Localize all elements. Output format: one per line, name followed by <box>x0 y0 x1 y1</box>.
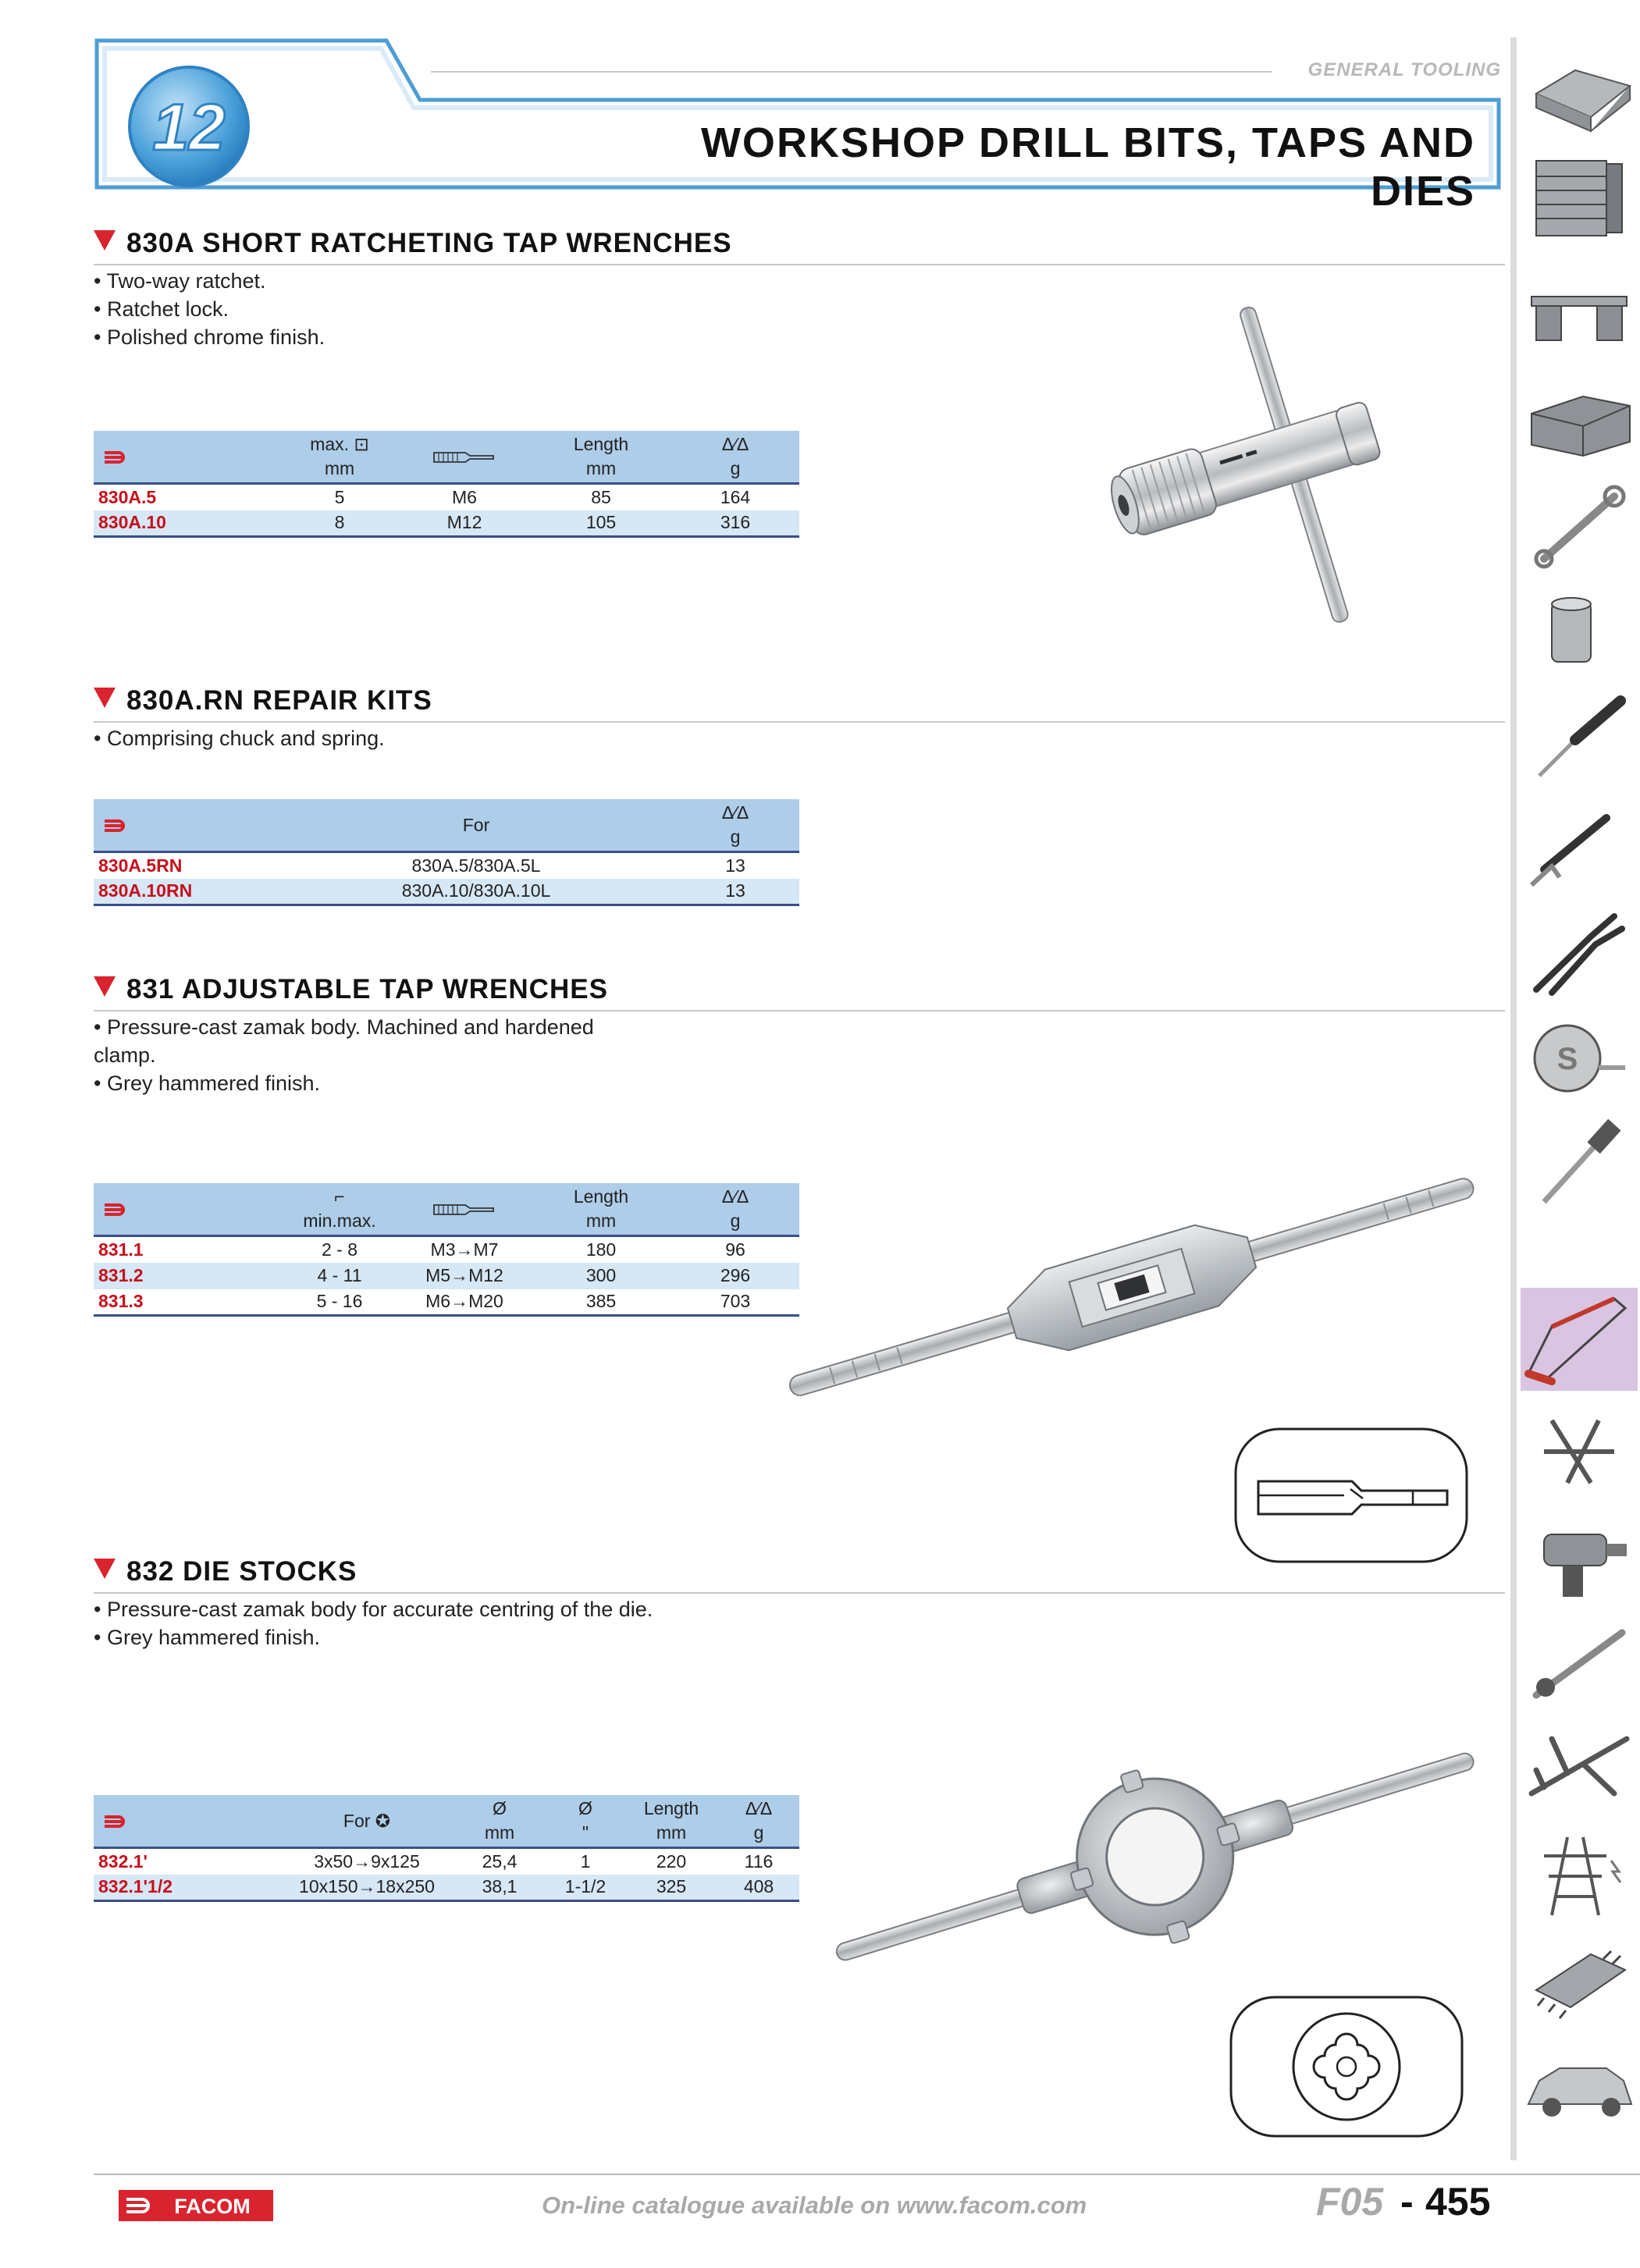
die-symbol-inset-icon <box>1229 1995 1464 2138</box>
table-row <box>94 484 799 510</box>
bullet-item: • Ratchet lock. <box>94 297 229 321</box>
tab-aircraft-icon[interactable] <box>1521 1723 1638 1815</box>
tab-tool-box-icon[interactable] <box>1521 375 1638 467</box>
table-row <box>94 1263 799 1289</box>
section-title-830a-rn <box>94 685 432 716</box>
ratchet-tap-wrench-image <box>1093 297 1421 656</box>
spec-table-830a-rn <box>94 799 799 906</box>
section-divider <box>94 264 1505 265</box>
section-divider <box>94 1592 1505 1594</box>
table-header-row <box>94 431 799 484</box>
section-divider <box>94 1010 1505 1011</box>
table-header-row <box>94 799 799 852</box>
spec-table-831 <box>94 1183 799 1317</box>
table-cell: 8 <box>281 510 398 537</box>
facom-ref-icon <box>103 1815 131 1829</box>
section-title-text: 832 DIE STOCKS <box>126 1556 358 1587</box>
footer-url-text: On-line catalogue available on www.facom.com <box>542 2192 1087 2219</box>
ref-cell: 831.3 <box>94 1289 281 1316</box>
adjustable-tap-wrench-image <box>773 1139 1491 1436</box>
table-cell: 96 <box>725 1239 745 1260</box>
footer-divider <box>94 2174 1640 2175</box>
table-header-cell: Length mm <box>531 431 671 484</box>
table-header-cell: Length mm <box>624 1795 718 1848</box>
table-cell: M5→M12 <box>398 1263 531 1289</box>
weight-scale-icon: Δ⁄Δ <box>745 1798 773 1818</box>
table-cell: 4 - 11 <box>281 1263 398 1289</box>
table-row <box>94 852 799 879</box>
section-triangle-icon <box>94 1559 116 1579</box>
table-cell: M6→M20 <box>398 1289 531 1316</box>
tab-pliers-icon[interactable] <box>1521 905 1638 997</box>
section-title-830a <box>94 228 732 259</box>
tab-tape-measure-icon[interactable] <box>1521 1011 1638 1104</box>
bullet-item: • Pressure-cast zamak body for accurate centring of the die. <box>94 1598 653 1621</box>
ref-cell: 830A.5 <box>98 486 157 507</box>
table-cell: 830A.10/830A.10L <box>281 879 671 905</box>
table-header-cell <box>398 431 531 484</box>
table-cell: 385 <box>531 1289 671 1316</box>
tab-circuit-board-icon[interactable] <box>1521 1936 1638 2028</box>
page-number: 455 <box>1425 2180 1491 2224</box>
diameter-icon: Ø <box>578 1798 592 1818</box>
section-title-text: 831 ADJUSTABLE TAP WRENCHES <box>126 974 608 1004</box>
die-stock-image <box>820 1717 1491 1998</box>
tab-hammer-icon[interactable] <box>1521 1118 1638 1210</box>
table-cell: 830A.5/830A.5L <box>411 855 541 876</box>
diameter-icon: Ø <box>493 1798 507 1818</box>
tab-hex-key-icon[interactable] <box>1521 799 1638 891</box>
table-header-cell: For <box>281 799 671 852</box>
table-cell: 116 <box>744 1850 774 1872</box>
table-cell: 5 - 16 <box>281 1289 398 1316</box>
table-row <box>94 1848 799 1875</box>
table-cell: 105 <box>531 510 671 537</box>
ref-header <box>94 799 281 852</box>
table-cell: M3→M7 <box>430 1239 499 1260</box>
section-divider <box>94 721 1505 723</box>
table-header-cell: Δ⁄Δ g <box>671 431 799 484</box>
section-number-text: 12 <box>152 91 226 164</box>
table-cell: 5 <box>334 486 345 507</box>
table-cell: 703 <box>671 1289 799 1316</box>
facom-logo-text: FACOM <box>174 2195 251 2218</box>
bullet-item: • Two-way ratchet. <box>94 269 266 293</box>
spec-table-830a <box>94 431 799 538</box>
section-title-text: 830A SHORT RATCHETING TAP WRENCHES <box>126 228 732 258</box>
tab-hacksaw-icon <box>1521 1288 1638 1391</box>
tab-roller-cabinet-icon[interactable] <box>1521 153 1638 245</box>
square-jaw-icon: ⌐ <box>334 1186 345 1207</box>
table-cell: 3x50→9x125 <box>314 1850 420 1872</box>
ref-cell: 832.1' <box>98 1850 148 1872</box>
table-cell: 1-1/2 <box>546 1875 624 1901</box>
tab-screwdriver-icon[interactable] <box>1521 693 1638 785</box>
section-triangle-icon <box>94 976 116 997</box>
tap-symbol-icon <box>1233 1427 1469 1564</box>
table-row <box>94 1289 799 1316</box>
ref-header <box>94 431 281 484</box>
table-cell: 13 <box>671 879 799 905</box>
ref-cell: 830A.5RN <box>98 855 183 876</box>
table-cell: 316 <box>671 510 799 537</box>
table-cell: 220 <box>656 1850 687 1872</box>
facom-ref-icon <box>103 1203 131 1217</box>
table-cell: 2 - 8 <box>321 1239 358 1260</box>
table-header-cell <box>398 1183 531 1236</box>
table-cell: 85 <box>591 486 611 507</box>
table-header-row <box>94 1795 799 1848</box>
table-header-cell: Δ⁄Δ g <box>671 1183 799 1236</box>
facom-ref-icon <box>103 819 131 833</box>
section-title-831 <box>94 974 608 1005</box>
section-triangle-icon <box>94 230 116 251</box>
bullet-list-832 <box>94 1595 656 1651</box>
table-cell: 38,1 <box>453 1875 546 1901</box>
table-row <box>94 879 799 905</box>
ref-header <box>94 1795 281 1848</box>
table-cell: 13 <box>725 855 745 876</box>
tab-tool-kit-icon[interactable] <box>1521 47 1638 139</box>
ref-cell: 831.1 <box>98 1239 144 1260</box>
bullet-item: • Grey hammered finish. <box>94 1626 321 1649</box>
tab-impact-wrench-icon[interactable] <box>1521 1511 1638 1603</box>
table-row <box>94 1875 799 1901</box>
section-title-text: 830A.RN REPAIR KITS <box>126 685 432 716</box>
tab-puller-icon[interactable] <box>1521 1405 1638 1497</box>
table-header-cell: Ø mm <box>453 1795 546 1848</box>
table-header-row <box>94 1183 799 1236</box>
table-header-cell: Length mm <box>531 1183 671 1236</box>
bullet-item: • Pressure-cast zamak body. Machined and hardened clamp. <box>94 1015 594 1067</box>
table-cell: 408 <box>718 1875 799 1901</box>
tab-socket-icon[interactable] <box>1521 587 1638 679</box>
die-symbol-icon: For ✪ <box>343 1810 391 1831</box>
table-header-cell: Δ⁄Δ g <box>718 1795 799 1848</box>
section-number-badge <box>125 62 253 190</box>
ref-cell: 831.2 <box>94 1263 281 1289</box>
section-triangle-icon <box>94 688 116 708</box>
spec-table-832 <box>94 1795 799 1902</box>
table-cell: 10x150→18x250 <box>281 1875 453 1901</box>
tab-torque-wrench-icon[interactable] <box>1521 1617 1638 1709</box>
weight-scale-icon: Δ⁄Δ <box>721 802 749 823</box>
tap-thread-icon <box>432 1201 496 1218</box>
table-row <box>94 510 799 537</box>
tab-workbench-icon[interactable] <box>1521 268 1638 361</box>
ref-cell: 830A.10 <box>94 510 281 537</box>
table-cell: 296 <box>671 1263 799 1289</box>
tab-wrench-icon[interactable] <box>1521 481 1638 573</box>
table-cell: 1 <box>580 1850 591 1872</box>
table-row <box>94 1236 799 1263</box>
facom-ref-icon <box>103 450 131 464</box>
ref-cell: 830A.10RN <box>94 879 281 905</box>
table-header-cell: Ø " <box>546 1795 624 1848</box>
bullet-list-830a <box>94 267 656 351</box>
table-header-cell: ⌐ min.max. <box>281 1183 398 1236</box>
bullet-list-831 <box>94 1013 656 1097</box>
section-title-832 <box>94 1556 357 1587</box>
bullet-item: • Grey hammered finish. <box>94 1072 321 1095</box>
ref-cell: 832.1'1/2 <box>94 1875 281 1901</box>
weight-scale-icon: Δ⁄Δ <box>721 1186 749 1207</box>
table-cell: 25,4 <box>482 1850 518 1872</box>
table-cell: 325 <box>624 1875 718 1901</box>
svg-text:S: S <box>1556 1042 1578 1076</box>
bullet-item: • Polished chrome finish. <box>94 325 326 349</box>
table-cell: 180 <box>585 1239 617 1260</box>
table-cell: M12 <box>398 510 531 537</box>
page-separator: - <box>1400 2180 1414 2224</box>
ref-header <box>94 1183 281 1236</box>
weight-scale-icon: Δ⁄Δ <box>721 434 749 454</box>
tap-thread-icon <box>432 449 496 466</box>
page-title: WORKSHOP DRILL BITS, TAPS AND DIES <box>700 119 1475 215</box>
tab-electrical-pylon-icon[interactable] <box>1521 1829 1638 1921</box>
table-cell: 164 <box>720 486 751 507</box>
table-header-cell: max. ⊡ mm <box>281 431 398 484</box>
tab-car-icon[interactable] <box>1521 2042 1638 2134</box>
table-header-cell <box>281 1795 453 1848</box>
bullet-list-830a-rn <box>94 724 656 752</box>
section-label: GENERAL TOOLING <box>1307 59 1501 80</box>
bullet-item: • Comprising chuck and spring. <box>94 727 385 750</box>
facom-logo-icon <box>119 2190 273 2221</box>
table-cell: 300 <box>531 1263 671 1289</box>
table-cell: M6 <box>452 486 477 507</box>
tab-hacksaw-active[interactable] <box>1521 1288 1638 1391</box>
table-header-cell: Δ⁄Δ g <box>671 799 799 852</box>
page-code: F05 <box>1316 2180 1384 2224</box>
